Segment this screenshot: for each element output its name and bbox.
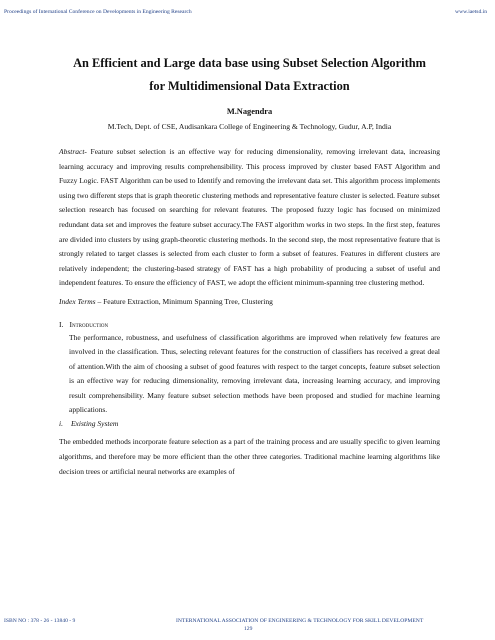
index-terms (59, 295, 440, 309)
author-name: M.Nagendra (226, 107, 273, 116)
abstract (59, 145, 440, 291)
section-number: I. (59, 319, 64, 329)
existing-system-paragraph: The embedded methods incorporate feature selection as a part of the training process and are usually specific to given learning algorithms, and therefore may be more efficient than the other three categories. Traditional machine learning algorithms like decision trees or artificial neural networks are examples of (59, 437, 440, 476)
conference-name: Proceedings of International Conference on Developments in Engineering Research (4, 9, 192, 15)
index-terms-label: Index Terms (59, 296, 96, 306)
paper-title (59, 52, 440, 98)
paper-body (59, 52, 440, 479)
running-header (0, 9, 495, 23)
isbn-number: ISBN NO : 378 - 26 - 13840 - 9 (4, 618, 76, 624)
subsection-heading-existing-system (59, 417, 440, 431)
subsection-title: Existing System (70, 419, 119, 429)
association-name: INTERNATIONAL ASSOCIATION OF ENGINEERING & TECHNOLOGY FOR SKILL DEVELOPMENT (176, 618, 424, 624)
section-heading-introduction (59, 318, 440, 331)
page-number: 129 (244, 626, 253, 632)
author-affiliation: M.Tech, Dept. of CSE, Audisankara College of Engineering & Technology, Gudur, A.P, India (107, 122, 392, 131)
title-line-2: for Multidimensional Data Extraction (149, 79, 350, 93)
page-footer (0, 618, 495, 638)
subsection-number: i. (59, 419, 63, 429)
abstract-text: - Feature subset selection is an effective way for reducing dimensionality, removing irrelevant data, increasing learning accuracy and improving results comprehensibility. This process improved by cluster based FAST Algorithm and Fuzzy Logic. FAST Algorithm can be used to Identify and removing the irrelevant data set. This algorithm process implements using two different steps that is graph theoretic clustering methods and representative feature cluster is selected. Feature subset selection research has focused on searching for relevant features. The proposed fuzzy logic has focused on minimized redundant data set and improves the feature subset accuracy.The FAST algorithm works in two steps. In the first step, features are divided into clusters by using graph-theoretic clustering methods. In the second step, the most representative feature that is strongly related to target classes is selected from each cluster to form a subset of features. Features in different clusters are relatively independent; the clustering-based strategy of FAST has a high probability of producing a subset of useful and independent features. To ensure the efficiency of FAST, we adopt the efficient minimum-spanning tree clustering method. (59, 147, 440, 288)
index-terms-text: – Feature Extraction, Minimum Spanning Tree, Clustering (95, 296, 273, 306)
title-line-1: An Efficient and Large data base using Subset Selection Algorithm (73, 56, 426, 70)
abstract-label: Abstract (59, 147, 85, 156)
introduction-paragraph: The performance, robustness, and usefulness of classification algorithms are improved when relatively few features are involved in the classification. Thus, selecting relevant features for the construction of classifiers has received a great deal of attention.With the aim of choosing a subset of good features with respect to the target concepts, feature subset selection is an effective way for reducing dimensionality, removing irrelevant data, increasing learning accuracy, and improving result comprehensibility. Many feature subset selection methods have been proposed and studied for machine learning applications. (69, 332, 440, 414)
section-title: Introduction (69, 319, 109, 329)
website-url[interactable]: www.iaetsd.in (455, 9, 487, 15)
